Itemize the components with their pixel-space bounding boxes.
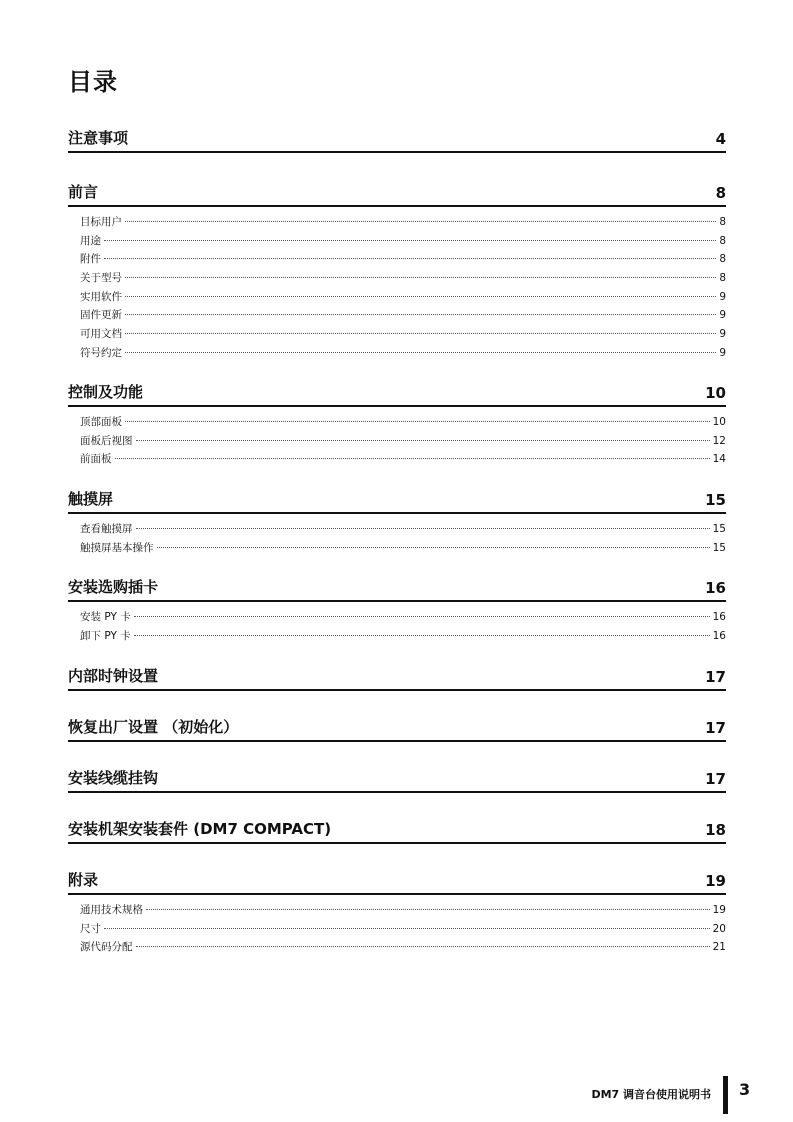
toc-entry[interactable]: [68, 233, 726, 252]
toc-entry-page: 16: [712, 611, 726, 623]
toc-section-heading[interactable]: [68, 180, 726, 207]
toc-section-title: 前言: [68, 183, 99, 201]
toc-entry-page: 12: [712, 434, 726, 447]
toc-section-page: 4: [715, 130, 726, 148]
toc-entry[interactable]: [68, 345, 726, 364]
dot-leader: [104, 240, 716, 241]
toc-entry-label: 通用技术规格: [80, 904, 143, 916]
toc-section: [68, 817, 726, 844]
toc-entry-page: 20: [712, 922, 726, 935]
toc-entry[interactable]: [68, 251, 726, 270]
toc-entry-label: 卸下 PY 卡: [80, 629, 131, 642]
toc-entry-label: 固件更新: [80, 309, 122, 322]
dot-leader: [125, 277, 716, 278]
dot-leader: [125, 314, 716, 315]
toc-entry-label: 前面板: [80, 453, 112, 466]
toc-section: [68, 766, 726, 793]
toc-entry-label: 顶部面板: [80, 416, 122, 428]
toc-section-page: 17: [705, 770, 726, 788]
toc-entry-page: 8: [719, 216, 726, 228]
toc-entry-page: 8: [719, 234, 726, 247]
toc-entry[interactable]: [68, 433, 726, 452]
toc-entry[interactable]: [68, 307, 726, 326]
toc-section: [68, 180, 726, 364]
toc-entry-page: 8: [719, 272, 726, 285]
toc-entry-label: 查看触摸屏: [80, 523, 133, 535]
toc-entry-label: 安装 PY 卡: [80, 611, 131, 623]
toc-entry-page: 10: [712, 416, 726, 428]
toc-section: [68, 380, 726, 470]
toc-entry-page: 8: [719, 253, 726, 266]
toc-entry[interactable]: [68, 214, 726, 233]
dot-leader: [125, 352, 716, 353]
toc-section: [68, 575, 726, 646]
toc-entry-page: 16: [712, 629, 726, 642]
toc-entry[interactable]: [68, 609, 726, 628]
toc-entry[interactable]: [68, 628, 726, 647]
toc-entry-label: 源代码分配: [80, 941, 133, 954]
toc-section: [68, 715, 726, 742]
toc-section-title: 注意事项: [68, 129, 129, 147]
dot-leader: [104, 928, 710, 929]
dot-leader: [157, 547, 710, 548]
dot-leader: [136, 440, 710, 441]
toc-entry[interactable]: [68, 451, 726, 470]
footer-doc-title: DM7 调音台使用说明书: [591, 1088, 711, 1101]
toc-entry[interactable]: [68, 326, 726, 345]
toc-entry[interactable]: [68, 540, 726, 559]
toc-section-title: 附录: [68, 871, 99, 889]
page-number: 3: [739, 1080, 751, 1099]
toc-entry-label: 实用软件: [80, 290, 122, 303]
toc-section-title: 安装线缆挂钩: [68, 769, 159, 787]
toc-entry[interactable]: [68, 902, 726, 921]
page-title: 目录: [68, 68, 118, 96]
toc-section-title: 内部时钟设置: [68, 667, 159, 685]
toc-entry-page: 9: [719, 346, 726, 359]
toc-entry-label: 触摸屏基本操作: [80, 541, 154, 554]
toc-section-heading[interactable]: [68, 868, 726, 895]
toc-section-heading[interactable]: [68, 664, 726, 691]
toc-entry-label: 面板后视图: [80, 434, 133, 447]
toc-entry-page: 9: [719, 328, 726, 341]
toc-sub-list: [68, 214, 726, 364]
toc-entry-label: 用途: [80, 234, 101, 247]
toc-entry-label: 附件: [80, 253, 101, 266]
toc-entry-page: 9: [719, 309, 726, 322]
dot-leader: [115, 458, 710, 459]
toc-entry-page: 9: [719, 290, 726, 303]
toc-entry-page: 15: [712, 523, 726, 535]
toc-section-page: 19: [705, 872, 726, 890]
toc-section-title: 安装选购插卡: [68, 578, 159, 596]
toc-section-title: 恢复出厂设置 （初始化）: [68, 718, 239, 736]
toc-entry[interactable]: [68, 270, 726, 289]
toc-sub-list: [68, 609, 726, 646]
toc-section-heading[interactable]: [68, 817, 726, 844]
dot-leader: [125, 221, 716, 222]
toc-section-page: 17: [705, 719, 726, 737]
toc-entry[interactable]: [68, 414, 726, 433]
toc-entry[interactable]: [68, 289, 726, 308]
toc-section-title: 控制及功能: [68, 383, 144, 401]
toc-section-page: 18: [705, 821, 726, 839]
toc-section-title: 触摸屏: [68, 490, 114, 508]
toc-section-page: 16: [705, 579, 726, 597]
toc-entry-page: 21: [712, 941, 726, 954]
toc-sub-list: [68, 414, 726, 470]
toc-section: [68, 126, 726, 153]
toc-entry-page: 19: [712, 904, 726, 916]
dot-leader: [134, 616, 710, 617]
toc-section-page: 8: [715, 184, 726, 202]
toc-sub-list: [68, 521, 726, 558]
toc-entry-label: 尺寸: [80, 922, 101, 935]
toc-entry[interactable]: [68, 939, 726, 958]
toc-section-heading[interactable]: [68, 575, 726, 602]
toc-section-heading[interactable]: [68, 715, 726, 742]
dot-leader: [125, 333, 716, 334]
dot-leader: [125, 296, 716, 297]
toc-entry-label: 目标用户: [80, 216, 122, 228]
dot-leader: [136, 946, 710, 947]
toc-section-heading[interactable]: [68, 126, 726, 153]
dot-leader: [104, 258, 716, 259]
toc-section-heading[interactable]: [68, 766, 726, 793]
toc-entry-label: 符号约定: [80, 346, 122, 359]
toc-section-title: 安装机架安装套件 (DM7 COMPACT): [68, 820, 332, 838]
dot-leader: [134, 635, 710, 636]
toc-section: [68, 664, 726, 691]
toc-section: [68, 868, 726, 958]
toc-section-page: 10: [705, 384, 726, 402]
toc-section-heading[interactable]: [68, 380, 726, 407]
toc-section-page: 17: [705, 668, 726, 686]
toc-entry-label: 关于型号: [80, 272, 122, 285]
dot-leader: [136, 528, 710, 529]
toc-section-heading[interactable]: [68, 487, 726, 514]
toc-section: [68, 487, 726, 558]
toc-entry-page: 14: [712, 453, 726, 466]
dot-leader: [146, 909, 710, 910]
toc-entry-label: 可用文档: [80, 328, 122, 341]
toc-sub-list: [68, 902, 726, 958]
toc-entry[interactable]: [68, 921, 726, 940]
dot-leader: [125, 421, 710, 422]
toc-section-page: 15: [705, 491, 726, 509]
toc-entry[interactable]: [68, 521, 726, 540]
toc-entry-page: 15: [712, 541, 726, 554]
footer-divider: [723, 1076, 728, 1114]
